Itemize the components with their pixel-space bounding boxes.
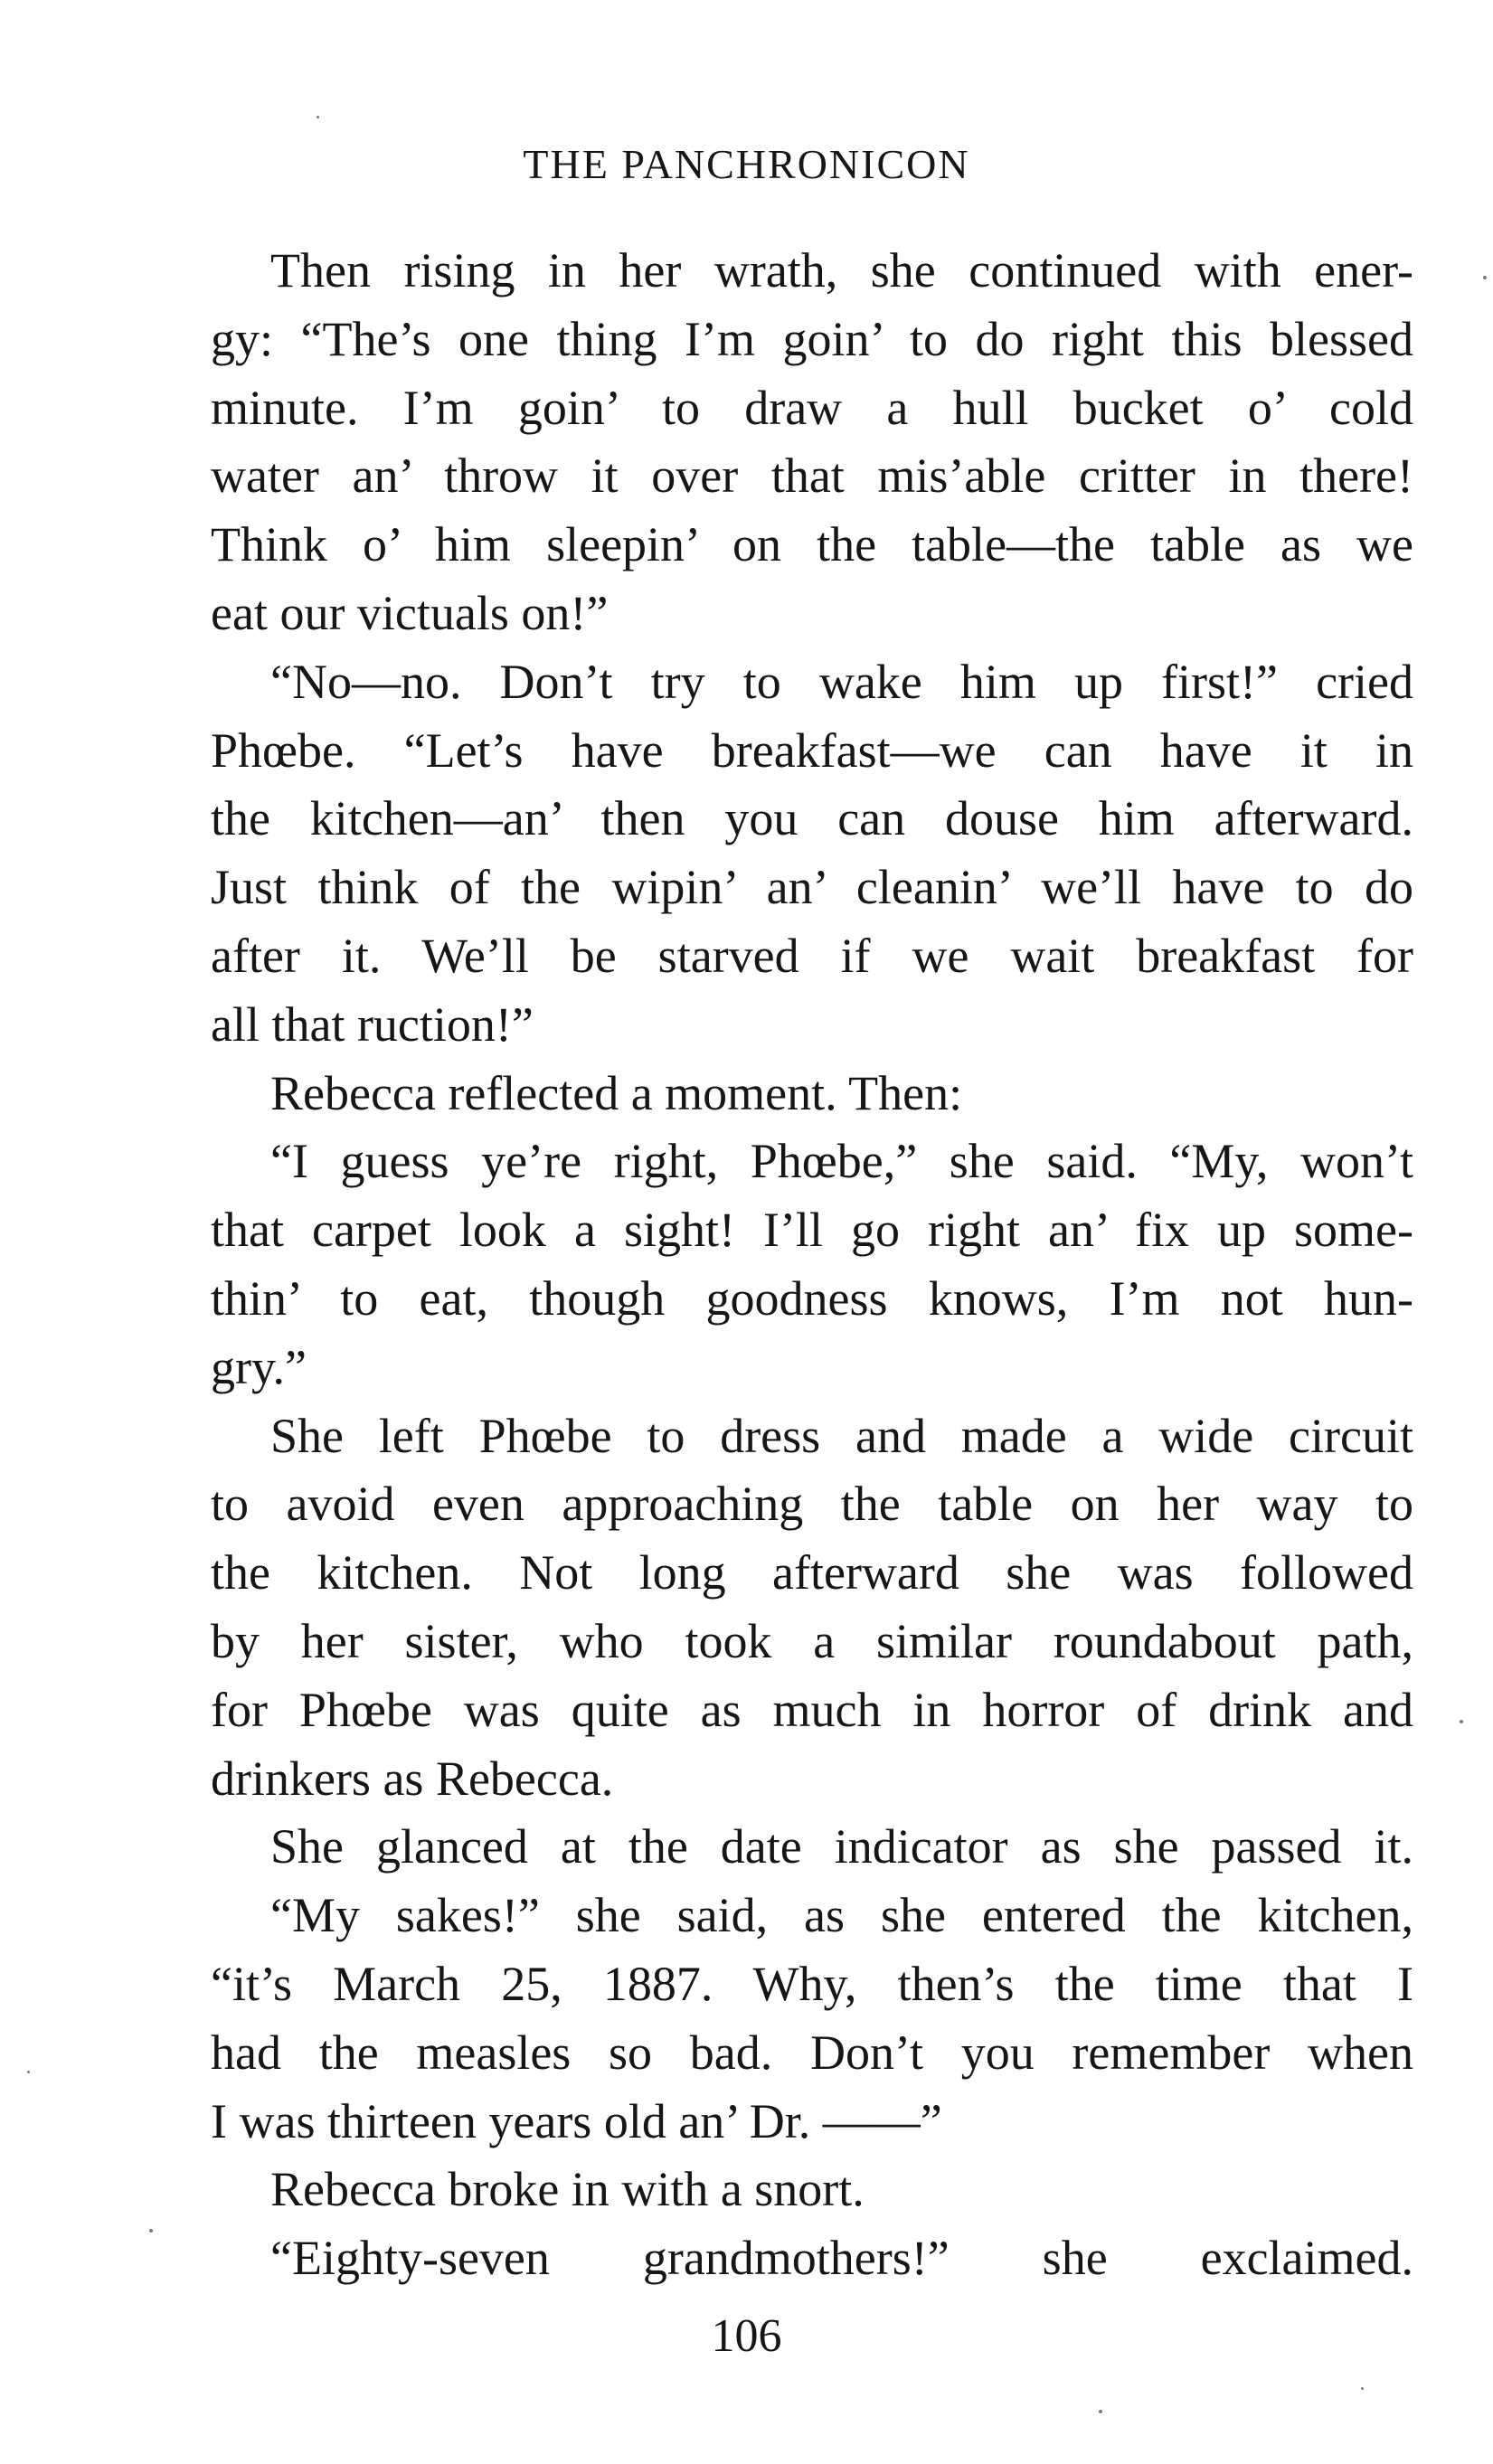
text-line: minute. I’m goin’ to draw a hull bucket o’ cold bbox=[211, 380, 1413, 435]
text-line: all that ruction!” bbox=[211, 996, 534, 1052]
paragraph-5 bbox=[211, 1402, 1413, 1814]
text-line: Rebecca reflected a moment. Then: bbox=[270, 1065, 963, 1120]
text-line: water an’ throw it over that mis’able critter in there! bbox=[211, 448, 1413, 504]
text-line: eat our victuals on!” bbox=[211, 585, 609, 640]
text-line: I was thirteen years old an’ Dr. ——” bbox=[211, 2093, 942, 2148]
paper-speck bbox=[1460, 1720, 1463, 1723]
paper-speck bbox=[1099, 2410, 1102, 2413]
text-line: “My sakes!” she said, as she entered the kitchen, bbox=[270, 1888, 1413, 1943]
paper-speck bbox=[1483, 276, 1487, 279]
paper-speck bbox=[149, 2229, 153, 2233]
text-line: by her sister, who took a similar roundabout path, bbox=[211, 1613, 1413, 1668]
text-line: that carpet look a sight! I’ll go right an’ fix up some- bbox=[211, 1203, 1413, 1258]
text-line: Think o’ him sleepin’ on the table—the table as we bbox=[211, 517, 1413, 572]
text-line: She glanced at the date indicator as she passed it. bbox=[270, 1819, 1413, 1874]
text-line: drinkers as Rebecca. bbox=[211, 1751, 614, 1806]
text-line: “Eighty-seven grandmothers!” she exclaimed. bbox=[270, 2231, 1413, 2286]
running-head: THE PANCHRONICON bbox=[523, 141, 970, 187]
paragraph-3 bbox=[211, 1060, 1413, 1128]
text-line: Then rising in her wrath, she continued with ener- bbox=[270, 243, 1413, 297]
paper-speck bbox=[27, 2071, 30, 2073]
text-line: thin’ to eat, though goodness knows, I’m not hun- bbox=[211, 1270, 1413, 1326]
text-line: the kitchen—an’ then you can douse him afterward. bbox=[211, 791, 1413, 846]
text-line: “I guess ye’re right, Phœbe,” she said. “My, won’t bbox=[270, 1134, 1413, 1189]
paragraph-4 bbox=[211, 1128, 1413, 1402]
paragraph-9 bbox=[211, 2224, 1413, 2293]
text-line: Rebecca broke in with a snort. bbox=[270, 2162, 865, 2217]
paragraph-7 bbox=[211, 1882, 1413, 2156]
paragraph-6 bbox=[211, 1813, 1413, 1882]
text-line: Phœbe. “Let’s have breakfast—we can have it in bbox=[211, 722, 1413, 778]
text-line: “No—no. Don’t try to wake him up first!” cried bbox=[270, 654, 1413, 709]
paper-speck bbox=[317, 116, 319, 118]
text-line: to avoid even approaching the table on her way to bbox=[211, 1477, 1413, 1532]
text-line: the kitchen. Not long afterward she was followed bbox=[211, 1545, 1413, 1600]
paragraph-1 bbox=[211, 237, 1413, 648]
text-line: “it’s March 25, 1887. Why, then’s the time that I bbox=[211, 1956, 1413, 2011]
text-line: had the measles so bad. Don’t you remember when bbox=[211, 2025, 1413, 2080]
text-line: gy: “The’s one thing I’m goin’ to do right this blessed bbox=[211, 311, 1413, 366]
paragraph-2 bbox=[211, 648, 1413, 1060]
paper-speck bbox=[1361, 2387, 1364, 2390]
text-line: gry.” bbox=[211, 1339, 307, 1394]
text-line: Just think of the wipin’ an’ cleanin’ we’ll have to do bbox=[211, 860, 1413, 915]
text-line: after it. We’ll be starved if we wait breakfast for bbox=[211, 928, 1413, 983]
paragraph-8 bbox=[211, 2156, 1413, 2224]
body-text bbox=[211, 237, 1413, 2293]
text-line: She left Phœbe to dress and made a wide circuit bbox=[270, 1408, 1413, 1463]
text-line: for Phœbe was quite as much in horror of drink and bbox=[211, 1682, 1413, 1737]
page-number: 106 bbox=[711, 2310, 782, 2362]
